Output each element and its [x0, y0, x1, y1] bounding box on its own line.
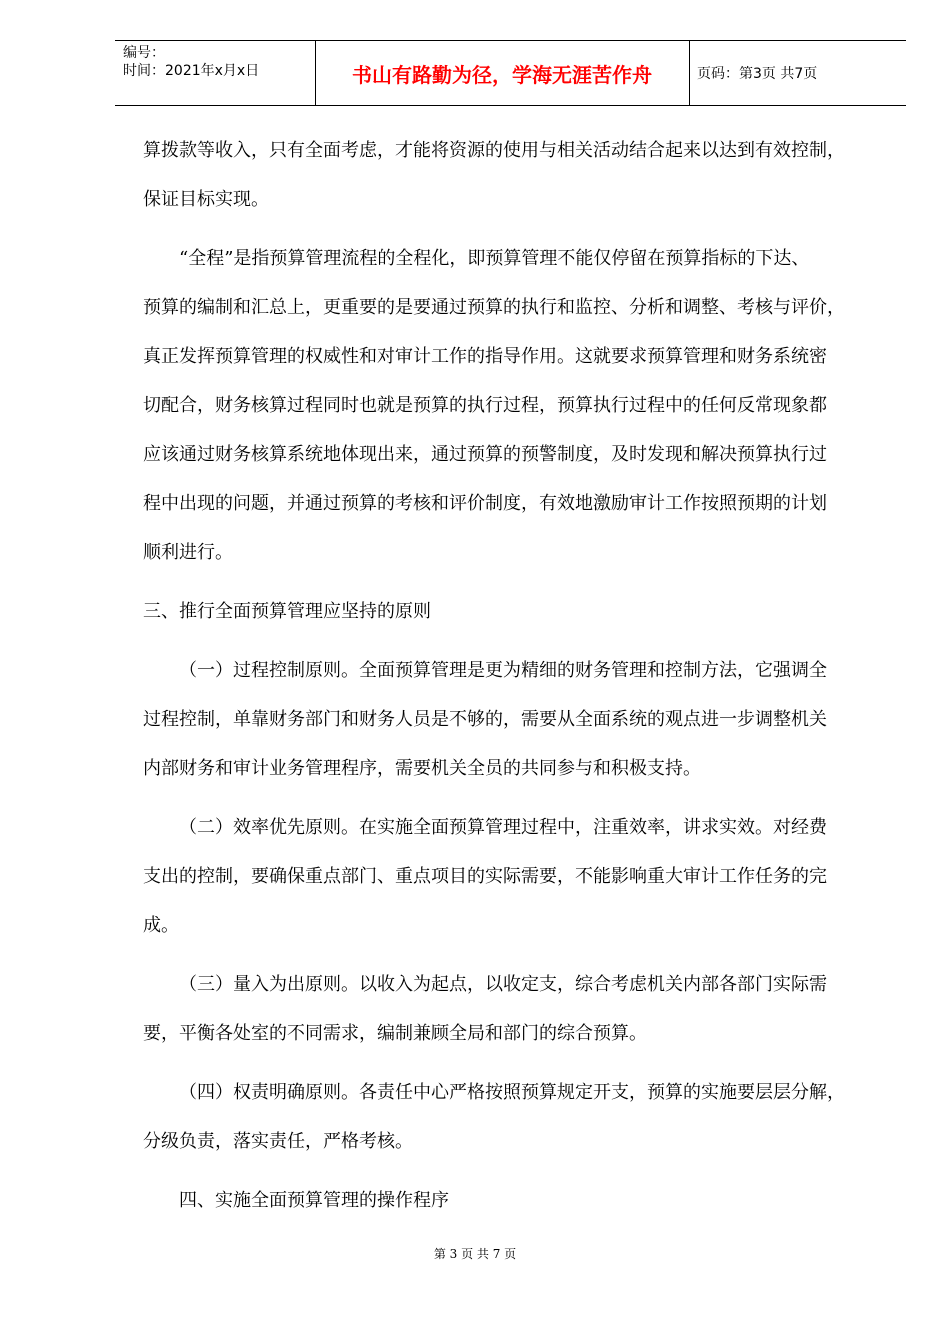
- header-meta: [115, 41, 315, 105]
- paragraph-line: 要，平衡各处室的不同需求，编制兼顾全局和部门的综合预算。: [143, 1023, 647, 1044]
- paragraph-line: “全程”是指预算管理流程的全程化，即预算管理不能仅停留在预算指标的下达、: [179, 248, 810, 269]
- paragraph-line: 支出的控制，要确保重点部门、重点项目的实际需要，不能影响重大审计工作任务的完: [143, 866, 827, 887]
- page-header: [115, 40, 906, 106]
- paragraph-line: （三）量入为出原则。以收入为起点，以收定支，综合考虑机关内部各部门实际需: [179, 974, 827, 995]
- paragraph-line: 四、实施全面预算管理的操作程序: [179, 1190, 449, 1211]
- paragraph: [143, 234, 891, 577]
- paragraph: [143, 803, 891, 950]
- paragraph-line: 内部财务和审计业务管理程序，需要机关全员的共同参与和积极支持。: [143, 758, 701, 779]
- paragraph-line: （一）过程控制原则。全面预算管理是更为精细的财务管理和控制方法，它强调全: [179, 660, 827, 681]
- paragraph-line: 预算的编制和汇总上，更重要的是要通过预算的执行和监控、分析和调整、考核与评价，: [143, 297, 845, 318]
- paragraph: [143, 1068, 891, 1166]
- paragraph-line: 应该通过财务核算系统地体现出来，通过预算的预警制度，及时发现和解决预算执行过: [143, 444, 827, 465]
- paragraph: [143, 126, 891, 224]
- paragraph-line: 算拨款等收入，只有全面考虑，才能将资源的使用与相关活动结合起来以达到有效控制，: [143, 140, 845, 161]
- paragraph-line: 成。: [143, 915, 179, 936]
- page-footer: 第 3 页 共 7 页: [433, 1247, 517, 1261]
- paragraph-line: （二）效率优先原则。在实施全面预算管理过程中，注重效率，讲求实效。对经费: [179, 817, 827, 838]
- paragraph-line: （四）权责明确原则。各责任中心严格按照预算规定开支，预算的实施要层层分解，: [179, 1082, 845, 1103]
- document-body: [143, 126, 891, 1235]
- header-divider: [689, 41, 690, 105]
- header-page-info: 页码：第3页 共7页: [697, 66, 818, 82]
- paragraph-line: 程中出现的问题，并通过预算的考核和评价制度，有效地激励审计工作按照预期的计划: [143, 493, 827, 514]
- header-motto: 书山有路勤为径，学海无涯苦作舟: [352, 63, 652, 87]
- paragraph: [143, 646, 891, 793]
- paragraph-line: 顺利进行。: [143, 542, 233, 563]
- serial-number-label: 编号：: [123, 45, 165, 61]
- paragraph-line: 三、推行全面预算管理应坚持的原则: [143, 601, 431, 622]
- paragraph: [143, 1176, 891, 1225]
- date-label: 时间：2021年x月x日: [123, 63, 260, 79]
- paragraph: [143, 587, 891, 636]
- paragraph-line: 保证目标实现。: [143, 189, 269, 210]
- paragraph-line: 真正发挥预算管理的权威性和对审计工作的指导作用。这就要求预算管理和财务系统密: [143, 346, 827, 367]
- paragraph-line: 分级负责，落实责任，严格考核。: [143, 1131, 413, 1152]
- paragraph: [143, 960, 891, 1058]
- paragraph-line: 切配合，财务核算过程同时也就是预算的执行过程，预算执行过程中的任何反常现象都: [143, 395, 827, 416]
- paragraph-line: 过程控制，单靠财务部门和财务人员是不够的，需要从全面系统的观点进一步调整机关: [143, 709, 827, 730]
